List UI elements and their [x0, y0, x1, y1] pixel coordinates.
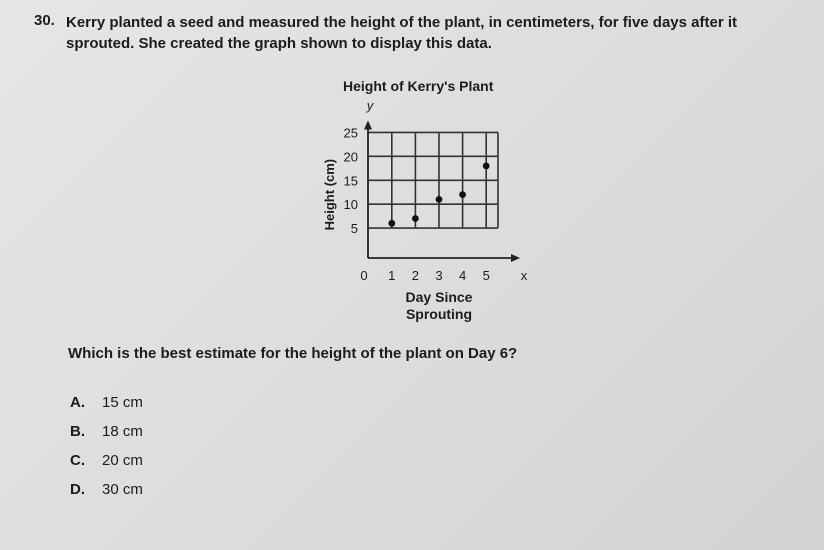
- y-axis-letter: y: [366, 98, 374, 113]
- origin-label: 0: [360, 268, 368, 283]
- question-prompt: Which is the best estimate for the height of the plant on Day 6?: [68, 345, 518, 362]
- data-point: [388, 220, 395, 227]
- scatter-chart: [300, 96, 560, 331]
- x-axis-label: Day Since Sprouting: [405, 289, 473, 322]
- x-tick-label: 5: [482, 268, 490, 283]
- question-number: 30.: [34, 12, 55, 29]
- x-tick-label: 3: [435, 268, 443, 283]
- choice-text: 18 cm: [102, 423, 143, 440]
- data-point: [412, 215, 419, 222]
- y-tick-label: 15: [343, 173, 358, 189]
- question-text-line: sprouted. She created the graph shown to display this data.: [66, 35, 492, 52]
- x-axis-letter: x: [520, 268, 528, 283]
- question-text: [66, 12, 806, 54]
- chart-title: Height of Kerry's Plant: [343, 78, 494, 94]
- x-tick-label: 2: [411, 268, 420, 283]
- choice-c[interactable]: [70, 446, 143, 475]
- y-tick-label: 20: [343, 149, 358, 165]
- choice-text: 15 cm: [102, 394, 143, 411]
- choice-text: 30 cm: [102, 481, 143, 498]
- choice-letter: C.: [70, 452, 85, 469]
- question-text-line: Kerry planted a seed and measured the height of the plant, in centimeters, for five days after it: [66, 14, 738, 31]
- choice-a[interactable]: [70, 388, 143, 417]
- choice-letter: A.: [70, 394, 85, 411]
- y-axis-label: Height (cm): [322, 158, 337, 231]
- x-tick-label: 4: [458, 268, 467, 283]
- answer-choices: [70, 388, 143, 504]
- data-point: [483, 163, 490, 170]
- choice-text: 20 cm: [102, 452, 143, 469]
- choice-b[interactable]: [70, 417, 143, 446]
- choice-d[interactable]: [70, 475, 143, 504]
- data-point: [436, 196, 443, 203]
- x-axis-arrow-icon: [511, 254, 520, 262]
- data-point: [459, 191, 466, 198]
- y-tick-label: 10: [343, 197, 358, 213]
- y-tick-label: 5: [350, 221, 358, 237]
- choice-letter: D.: [70, 481, 85, 498]
- x-tick-label: 1: [388, 268, 396, 283]
- choice-letter: B.: [70, 423, 85, 440]
- y-tick-label: 25: [343, 125, 358, 141]
- y-axis-arrow-icon: [364, 120, 372, 129]
